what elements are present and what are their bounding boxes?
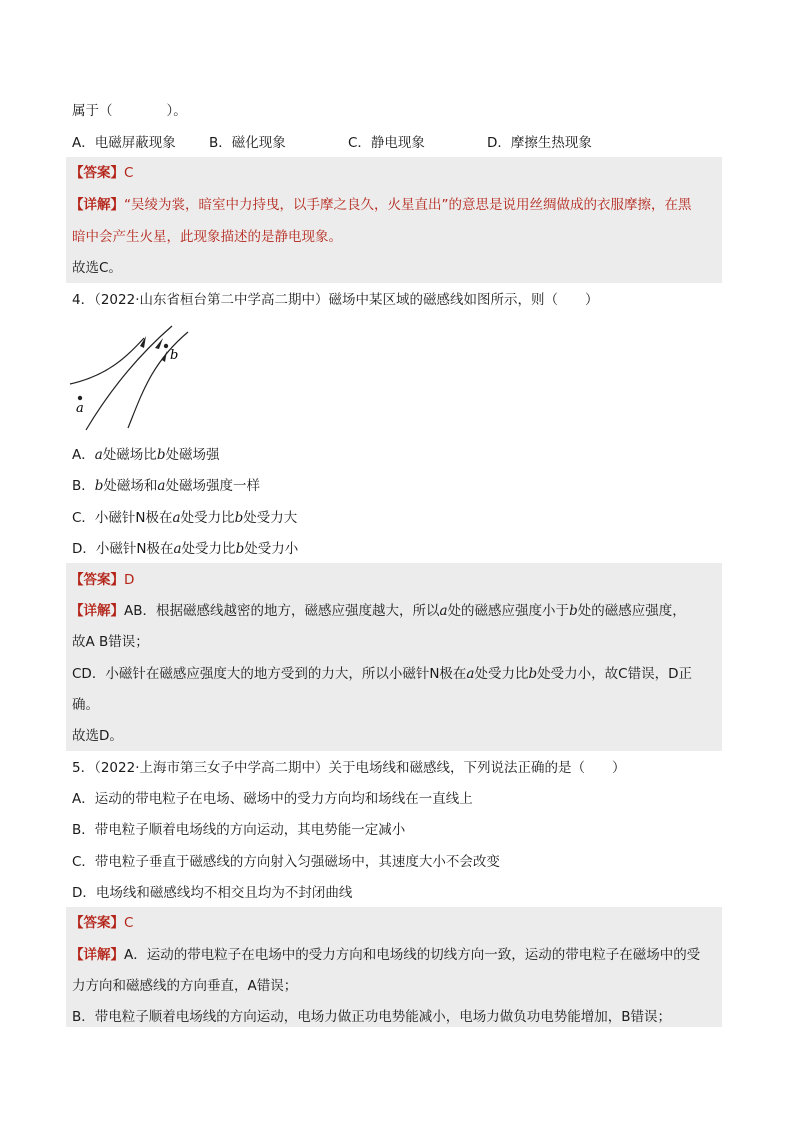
q4-answer-box [66,563,722,751]
q3-conclusion: 故选C。 [72,260,122,276]
q4-stem: 4．（2022·山东省桓台第二中学高二期中）磁场中某区域的磁感线如图所示，则（ ） [72,292,599,308]
q4-option-d: D．小磁针N极在a处受力比b处受力小 [72,541,299,557]
q4-option-a: A．a处磁场比b处磁场强 [72,447,220,463]
magnetic-field-figure [66,318,196,433]
figure-label-a: a [76,401,84,416]
q4-detail-4: 确。 [72,697,99,713]
q5-option-a: A．运动的带电粒子在电场、磁场中的受力方向均和场线在一直线上 [72,791,473,807]
q5-detail-2: 力方向和磁感线的方向垂直，A错误； [72,978,298,994]
q4-conclusion: 故选D。 [72,728,123,744]
q3-option-c: C．静电现象 [348,135,425,151]
q5-detail-3: B．带电粒子顺着电场线的方向运动，电场力做正功电势能减小，电场力做负功电势能增加，B错误； [72,1009,672,1025]
q5-option-b: B．带电粒子顺着电场线的方向运动，其电势能一定减小 [72,822,406,838]
q5-detail-1: 【详解】A．运动的带电粒子在电场中的受力方向和电场线的切线方向一致，运动的带电粒子在磁场中的受 [70,947,701,963]
q3-options [72,133,592,153]
q5-option-c: C．带电粒子垂直于磁感线的方向射入匀强磁场中，其速度大小不会改变 [72,854,500,870]
q3-detail-2: 暗中会产生火星，此现象描述的是静电现象。 [72,229,342,245]
q3-option-a: A．电磁屏蔽现象 [72,135,176,151]
q4-detail-2: 故A B错误； [72,634,149,650]
q4-detail-3: CD．小磁针在磁感应强度大的地方受到的力大，所以小磁针N极在a处受力比b处受力小，故C错误，D正 [72,666,692,682]
q3-detail-1: 【详解】“吴绫为裳，暗室中力持曳，以手摩之良久，火星直出”的意思是说用丝绸做成的衣服摩擦，在黑 [70,197,692,213]
q4-answer: 【答案】D [70,572,135,588]
q3-option-b: B．磁化现象 [209,135,286,151]
q4-detail-1: 【详解】AB．根据磁感线越密的地方，磁感应强度越大，所以a处的磁感应强度小于b处的磁感应强度， [70,603,686,619]
q5-option-d: D．电场线和磁感线均不相交且均为不封闭曲线 [72,885,353,901]
q3-answer: 【答案】C [70,165,134,181]
q5-answer: 【答案】C [70,915,134,931]
q5-stem: 5．（2022·上海市第三女子中学高二期中）关于电场线和磁感线，下列说法正确的是（ ） [72,760,626,776]
q3-answer-box [66,157,722,283]
q3-option-d: D．摩擦生热现象 [487,135,592,151]
q4-option-c: C．小磁针N极在a处受力比b处受力大 [72,510,298,526]
q4-option-b: B．b处磁场和a处磁场强度一样 [72,478,260,494]
figure-label-b: b [170,348,179,363]
q3-stem-tail: 属于（ ）。 [72,103,187,119]
